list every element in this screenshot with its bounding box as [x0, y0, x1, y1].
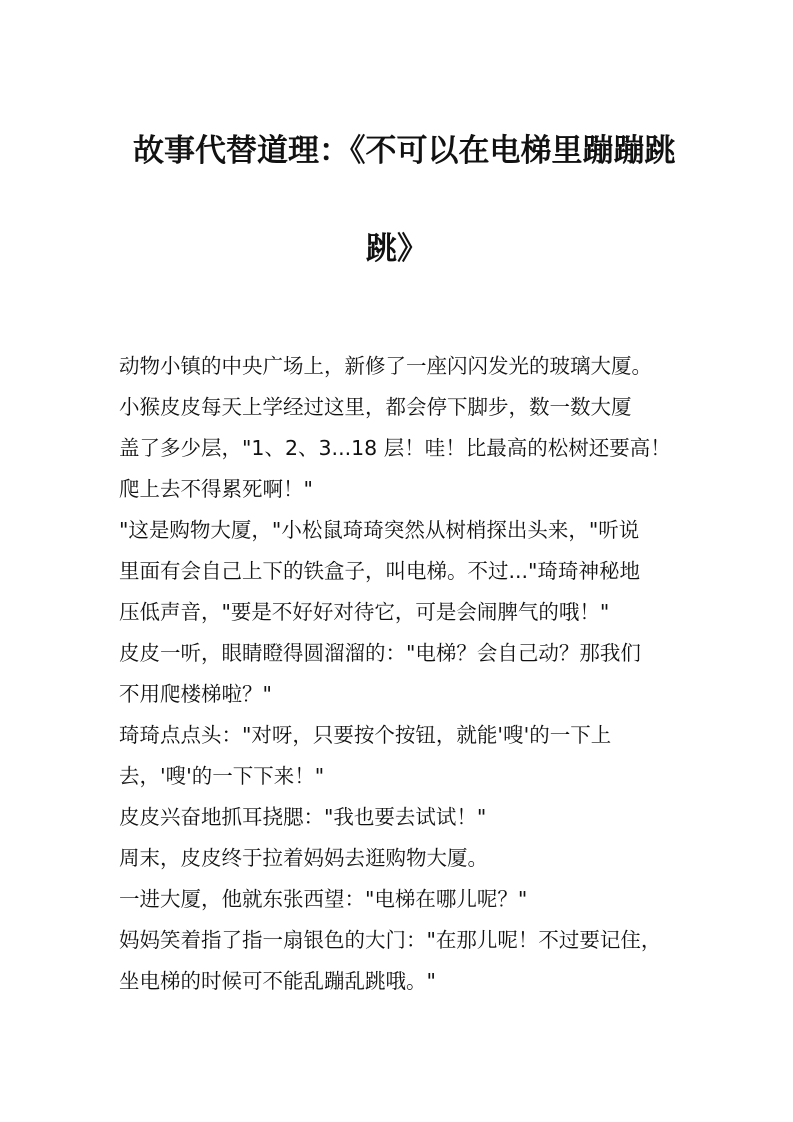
story-body [119, 346, 709, 1002]
story-line: 妈妈笑着指了指一扇银色的大门："在那儿呢！不过要记住， [119, 928, 662, 952]
story-line: 坐电梯的时候可不能乱蹦乱跳哦。" [119, 969, 436, 993]
story-line: 琦琦点点头："对呀，只要按个按钮，就能'嗖'的一下上 [119, 723, 612, 747]
document-title-line-1: 故事代替道理：《不可以在电梯里蹦蹦跳 [133, 133, 676, 169]
story-line: 一进大厦，他就东张西望："电梯在哪儿呢？" [119, 887, 528, 911]
story-line: "这是购物大厦，"小松鼠琦琦突然从树梢探出头来，"听说 [119, 518, 640, 542]
story-line: 周末，皮皮终于拉着妈妈去逛购物大厦。 [119, 846, 488, 870]
story-line: 动物小镇的中央广场上，新修了一座闪闪发光的玻璃大厦。 [119, 354, 652, 378]
story-line: 皮皮一听，眼睛瞪得圆溜溜的："电梯？会自己动？那我们 [119, 641, 641, 665]
story-line: 去，'嗖'的一下下来！" [119, 764, 325, 788]
story-line: 不用爬楼梯啦？" [119, 682, 272, 706]
story-line: 里面有会自己上下的铁盒子，叫电梯。不过..."琦琦神秘地 [119, 559, 640, 583]
story-line: 皮皮兴奋地抓耳挠腮："我也要去试试！" [119, 805, 487, 829]
story-line: 小猴皮皮每天上学经过这里，都会停下脚步，数一数大厦 [119, 395, 632, 419]
story-line: 爬上去不得累死啊！" [119, 477, 313, 501]
document-title-line-2: 跳》 [366, 231, 428, 267]
story-line: 盖了多少层，"1、2、3...18 层！哇！比最高的松树还要高！ [119, 436, 671, 460]
story-line: 压低声音，"要是不好好对待它，可是会闹脾气的哦！" [119, 600, 610, 624]
